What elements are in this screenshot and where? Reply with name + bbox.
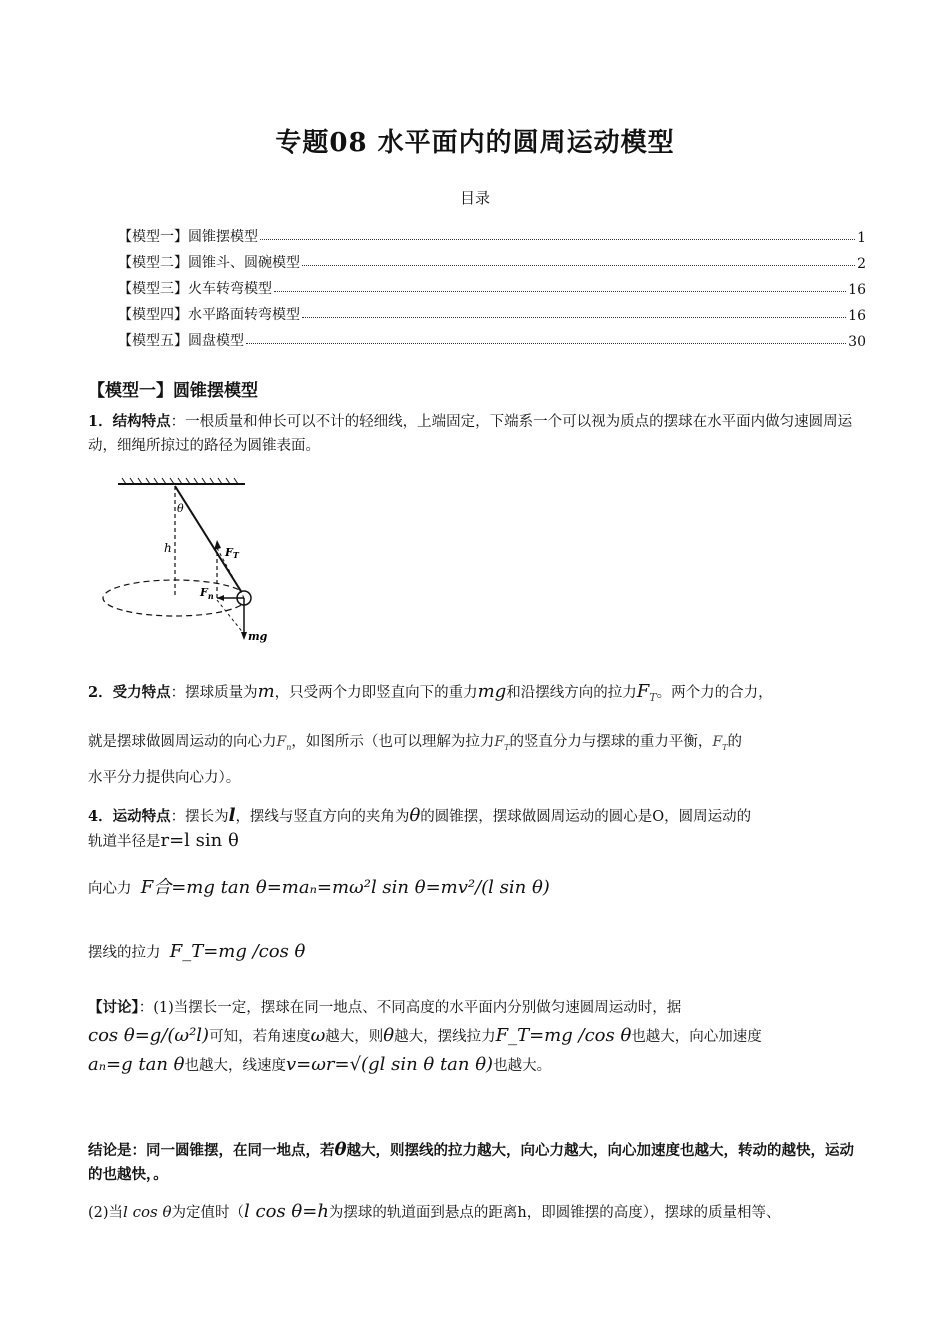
toc-entry-page: 30 [848, 334, 866, 350]
toc-entry-page: 16 [848, 282, 866, 298]
paragraph-conclusion: 结论是：同一圆锥摆，在同一地点，若θ越大，则摆线的拉力越大，向心力越大，向心加速度也越大，转动的越快，运动的也越快，。 [88, 1139, 855, 1183]
toc-entry-4[interactable] [118, 298, 866, 324]
paragraph-force-3: 水平分力提供向心力）。 [88, 770, 241, 786]
toc-leader [274, 291, 846, 292]
toc-leader [246, 343, 846, 344]
tension-line: 摆线的拉力 F_T=mg /cos θ [88, 941, 306, 962]
toc-entry-5[interactable] [118, 324, 866, 350]
toc-entry-label: 【模型五】圆盘模型 [118, 333, 244, 349]
para-label: 1．结构特点 [88, 413, 171, 430]
toc-heading: 目录 [459, 189, 490, 207]
toc-entry-label: 【模型一】圆锥摆模型 [118, 229, 258, 245]
height-label: h [164, 541, 172, 555]
toc-entry-3[interactable] [118, 272, 866, 298]
theta-label: θ [177, 502, 184, 515]
centripetal-force-line: 向心力 F合=mg tan θ=maₙ=mω²l sin θ=mv²/(l sin θ) [88, 877, 550, 898]
para-label: 2．受力特点 [88, 684, 171, 701]
paragraph-discussion: 【讨论】：(1)当摆长一定，摆球在同一地点、不同高度的水平面内分别做匀速圆周运动时，据 cos θ=g/(ω²l)可知，若角速度ω越大，则θ越大，摆线拉力F_T=mg /cos θ也越大，向心加速度 aₙ=g tan θ也越大，线速度v=ωr=√(gl sin θ tan θ)也越大。 [88, 999, 762, 1075]
section-heading: 【模型一】圆锥摆模型 [88, 381, 258, 401]
conical-pendulum-diagram [100, 476, 280, 646]
paragraph-force: 2．受力特点：摆球质量为m，只受两个力即竖直向下的重力mg和沿摆线方向的拉力$F_T$。两个力的合力， [88, 681, 773, 704]
toc-leader [260, 239, 855, 240]
paragraph-structure [88, 410, 866, 458]
gravity-label: mg [248, 630, 268, 643]
paragraph-case-2: (2)当l cos θ为定值时（l cos θ=h为摆球的轨道面到悬点的距离h，即圆锥摆的高度），摆球的质量相等、 [88, 1201, 781, 1222]
string-line [175, 486, 244, 596]
para-label: 4．运动特点 [88, 808, 171, 825]
paragraph-motion: 4．运动特点：摆长为l，摆线与竖直方向的夹角为θ的圆锥摆，摆球做圆周运动的圆心是O，圆周运动的 轨道半径是r=l sin θ [88, 805, 752, 851]
toc-entry-page: 1 [857, 230, 866, 246]
toc-leader [302, 265, 855, 266]
toc-entry-label: 【模型三】火车转弯模型 [118, 281, 272, 297]
table-of-contents [118, 220, 866, 350]
toc-entry-page: 2 [857, 256, 866, 272]
centripetal-force-label: $F_n$ [200, 586, 214, 601]
paragraph-force-2: 就是摆球做圆周运动的向心力$F_n$，如图所示（也可以理解为拉力$F_T$的竖直分力与摆球的重力平衡，$F_T$的 [88, 734, 742, 752]
toc-leader [302, 317, 846, 318]
para-text: ：一根质量和伸长可以不计的轻细线，上端固定，下端系一个可以视为质点的摆球在水平面内做匀速圆周运动，细绳所掠过的路径为圆锥表面。 [88, 414, 853, 454]
tension-label: FT [225, 546, 239, 560]
toc-entry-2[interactable] [118, 246, 866, 272]
page-title: 专题08 水平面内的圆周运动模型 [275, 128, 675, 158]
toc-entry-page: 16 [848, 308, 866, 324]
toc-entry-label: 【模型四】水平路面转弯模型 [118, 307, 300, 323]
toc-entry-1[interactable] [118, 220, 866, 246]
toc-entry-label: 【模型二】圆锥斗、圆碗模型 [118, 255, 300, 271]
